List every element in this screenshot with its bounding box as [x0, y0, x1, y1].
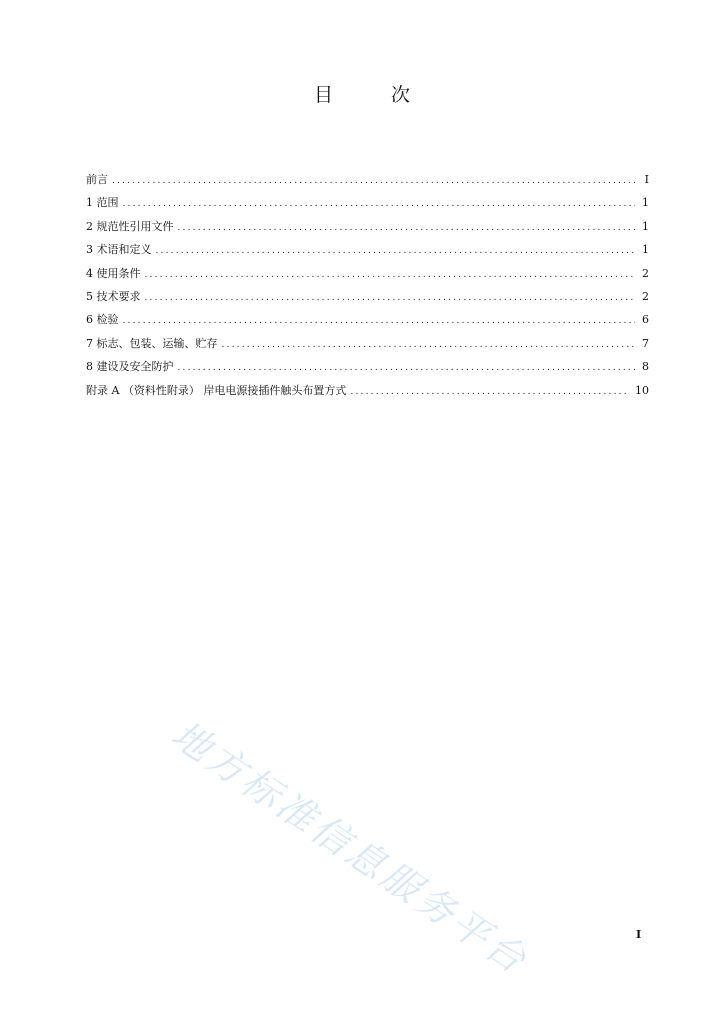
toc-entry-appendix-a[interactable]	[86, 381, 649, 404]
watermark: 地方标准信息服务平台	[163, 712, 537, 984]
toc-entry-label: 5 技术要求	[86, 289, 141, 303]
toc-entry-label: 1 范围	[86, 196, 119, 210]
toc-dot-leader	[178, 218, 636, 238]
toc-entry-label: 附录 A （资料性附录） 岸电电源接插件触头布置方式	[86, 383, 347, 397]
toc-dot-leader	[350, 382, 629, 402]
toc-entry-page: 2	[642, 289, 649, 303]
toc-dot-leader	[222, 335, 636, 355]
toc-entry-foreword[interactable]	[86, 170, 649, 193]
toc-dot-leader	[145, 288, 636, 308]
toc-dot-leader	[145, 265, 636, 285]
toc-entry-label: 7 标志、包装、运输、贮存	[86, 336, 218, 350]
toc-dot-leader	[178, 358, 636, 378]
toc-entry-marking-packaging[interactable]	[86, 334, 649, 357]
toc-entry-inspection[interactable]	[86, 310, 649, 333]
toc-dot-leader	[112, 171, 635, 191]
toc-entry-normative-references[interactable]	[86, 217, 649, 240]
toc-entry-label: 2 规范性引用文件	[86, 219, 174, 233]
toc-entry-scope[interactable]	[86, 193, 649, 216]
toc-dot-leader	[123, 194, 636, 214]
toc-entry-label: 前言	[86, 173, 108, 186]
toc-entry-conditions-of-use[interactable]	[86, 264, 649, 287]
toc-entry-terms-definitions[interactable]	[86, 240, 649, 263]
toc-entry-page: 10	[635, 383, 649, 397]
toc-dot-leader	[123, 311, 636, 331]
toc-entry-page: 2	[642, 266, 649, 280]
toc-entry-label: 8 建设及安全防护	[86, 360, 174, 374]
toc-entry-page: 7	[642, 336, 649, 350]
toc-entry-page: 1	[642, 219, 649, 233]
table-of-contents	[86, 170, 649, 404]
toc-dot-leader	[156, 241, 636, 261]
toc-entry-construction-safety[interactable]	[86, 357, 649, 380]
toc-entry-page: I	[644, 173, 649, 186]
toc-entry-page: 8	[642, 360, 649, 374]
toc-entry-label: 3 术语和定义	[86, 243, 152, 257]
toc-entry-label: 4 使用条件	[86, 266, 141, 280]
toc-entry-technical-requirements[interactable]	[86, 287, 649, 310]
toc-entry-page: 1	[642, 243, 649, 257]
page-title: 目 次	[313, 84, 437, 106]
toc-entry-label: 6 检验	[86, 313, 119, 327]
toc-entry-page: 1	[642, 196, 649, 210]
page-number: I	[636, 928, 642, 941]
toc-entry-page: 6	[642, 313, 649, 327]
